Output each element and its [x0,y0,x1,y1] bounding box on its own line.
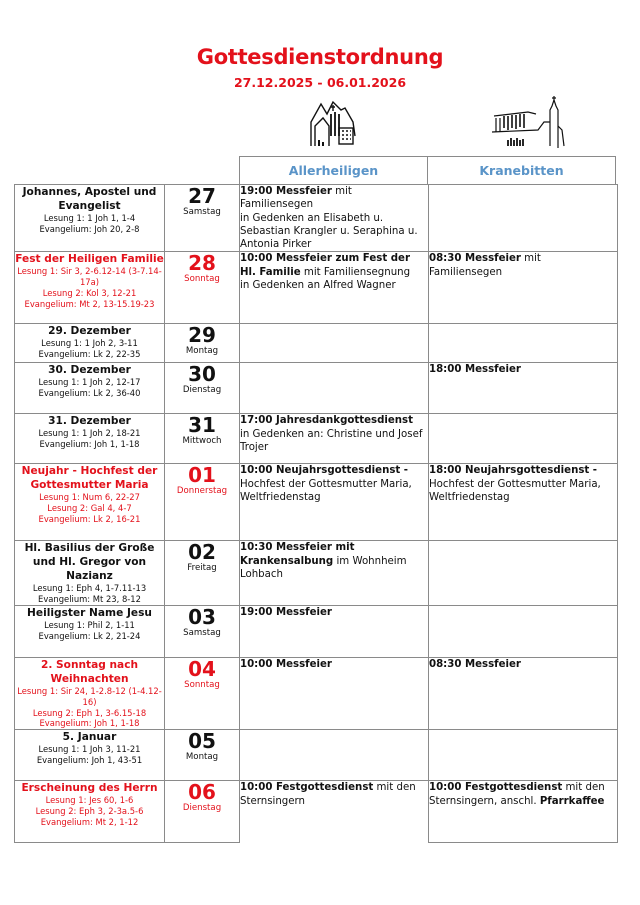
day-cell [165,324,240,363]
weekday: Dienstag [182,385,222,396]
schedule-row [15,781,618,843]
service-title: 08:30 Messfeier [429,659,521,671]
feast-name: Hl. Basilius der Große und Hl. Gregor von Nazianz [24,542,155,583]
reading-line: Lesung 2: Eph 1, 3-6.15-18 [32,707,147,718]
service-title: 10:30 Messfeier mit Krankensalbung [240,542,355,567]
column-header-allerheiligen: Allerheiligen [239,156,428,184]
service-allerheiligen [240,606,429,658]
feast-name: 30. Dezember [48,364,131,377]
feast-cell [15,464,165,541]
weekday: Sonntag [184,274,220,285]
day-cell [165,185,240,252]
reading-line: Lesung 1: Eph 4, 1-7.11-13 [32,583,147,594]
service-kranebitten [429,252,618,324]
reading-line: Lesung 1: Phil 2, 1-11 [44,620,135,631]
day-cell [165,781,240,843]
weekday: Mittwoch [182,436,222,447]
weekday: Donnerstag [176,486,228,497]
feast-name: Neujahr - Hochfest der Gottesmutter Maria [21,465,158,492]
service-detail: in Gedenken an Alfred Wagner [240,280,396,292]
service-title: 10:00 Messfeier [240,659,332,671]
feast-cell [15,781,165,843]
reading-line: Lesung 1: Jes 60, 1-6 [45,795,134,806]
service-kranebitten [429,363,618,414]
reading-line: Lesung 2: Eph 3, 2-3a.5-6 [35,806,144,817]
schedule-row [15,363,618,414]
service-detail: mit den Sternsingern [240,782,416,807]
reading-line: Evangelium: Lk 2, 16-21 [38,514,141,525]
reading-line: Evangelium: Joh 1, 43-51 [36,755,143,766]
service-allerheiligen [240,324,429,363]
service-detail: mit den Sternsingern, anschl. [429,782,605,807]
service-title: Pfarrkaffee [539,795,605,807]
reading-line: Evangelium: Joh 20, 2-8 [39,223,140,234]
church-kranebitten-icon [488,96,570,152]
day-number: 28 [188,251,216,276]
day-cell [165,730,240,781]
service-kranebitten [429,606,618,658]
feast-cell [15,363,165,414]
service-detail: in Gedenken an: Christine und Josef Trojer [240,428,423,454]
service-title: 08:30 Messfeier [429,253,521,265]
schedule-row [15,658,618,730]
service-title: 10:00 Neujahrsgottesdienst - [240,465,409,477]
day-cell [165,414,240,464]
service-kranebitten [429,730,618,781]
schedule-row [15,730,618,781]
day-number: 27 [188,184,216,208]
schedule-row [15,541,618,606]
service-detail: Hochfest der Gottesmutter Maria, Weltfriedenstag [240,478,412,504]
feast-name: Fest der Heiligen Familie [15,253,164,266]
reading-line: Lesung 1: 1 Joh 1, 1-4 [43,213,136,223]
service-kranebitten [429,414,618,464]
service-kranebitten [429,658,618,730]
weekday: Montag [185,752,219,763]
service-kranebitten [429,185,618,252]
service-title: 18:00 Messfeier [429,364,521,376]
day-number: 01 [188,463,216,488]
reading-line: Lesung 2: Gal 4, 4-7 [47,503,132,514]
service-allerheiligen [240,541,429,606]
feast-cell [15,658,165,730]
day-cell [165,464,240,541]
reading-line: Evangelium: Mt 23, 8-12 [38,594,141,605]
service-allerheiligen [240,781,429,843]
reading-line: Evangelium: Joh 1, 1-18 [39,439,140,450]
service-title: 19:00 Messfeier [240,607,332,619]
service-detail: mit Familiensegen [429,253,541,278]
reading-line: Lesung 1: 1 Joh 3, 11-21 [38,744,141,755]
service-title: 19:00 Messfeier [240,186,332,197]
feast-cell [15,185,165,252]
schedule-row [15,464,618,541]
service-detail: mit Familiensegnung [300,266,411,278]
service-detail: in Gedenken an Elisabeth u. Sebastian Krangler u. Seraphina u. Antonia Pirker [240,212,418,251]
reading-line: Lesung 1: 1 Joh 2, 18-21 [38,428,141,439]
day-cell [165,541,240,606]
day-number: 03 [188,605,216,630]
service-kranebitten [429,464,618,541]
reading-line: Lesung 1: 1 Joh 2, 3-11 [41,338,138,349]
date-range: 27.12.2025 - 06.01.2026 [233,75,407,90]
service-detail: mit Familiensegen [240,186,352,211]
day-cell [165,252,240,324]
schedule-row [15,414,618,464]
day-number: 05 [188,729,216,754]
feast-cell [15,324,165,363]
service-detail: Hochfest der Gottesmutter Maria, Weltfriedenstag [429,478,601,504]
feast-cell [15,414,165,464]
reading-line: Lesung 1: 1 Joh 2, 12-17 [38,377,141,388]
feast-name: 31. Dezember [48,415,131,428]
feast-cell [15,606,165,658]
weekday: Montag [185,346,219,357]
feast-name: Erscheinung des Herrn [21,782,158,795]
service-allerheiligen [240,658,429,730]
schedule-row [15,606,618,658]
schedule-row [15,252,618,324]
service-allerheiligen [240,252,429,324]
day-number: 29 [188,323,216,348]
reading-line: Lesung 2: Kol 3, 12-21 [42,288,137,299]
reading-line: Lesung 1: Num 6, 22-27 [39,492,140,503]
service-kranebitten [429,541,618,606]
feast-cell [15,730,165,781]
day-number: 04 [188,657,216,682]
weekday: Samstag [183,207,221,217]
feast-name: Heiligster Name Jesu [27,607,152,620]
reading-line: Lesung 1: Sir 3, 2-6.12-14 (3-7.14-17a) [17,266,162,288]
service-title: 10:00 Festgottesdienst [240,782,374,794]
feast-name: 29. Dezember [48,325,131,338]
schedule-row [15,324,618,363]
service-kranebitten [429,324,618,363]
church-allerheiligen-icon [305,96,361,152]
day-number: 02 [188,540,216,565]
reading-line: Evangelium: Lk 2, 22-35 [38,349,141,360]
service-detail: im Wohnheim Lohbach [240,555,407,581]
service-allerheiligen [240,185,429,252]
service-title: 18:00 Neujahrsgottesdienst - [429,465,598,477]
day-cell [165,606,240,658]
service-title: 17:00 Jahresdankgottesdienst [240,415,413,427]
feast-name: 5. Januar [62,731,117,744]
day-cell [165,363,240,414]
reading-line: Evangelium: Lk 2, 36-40 [38,388,141,399]
weekday: Sonntag [184,680,220,691]
weekday: Dienstag [182,803,222,814]
feast-name: Johannes, Apostel und Evangelist [22,186,157,212]
service-allerheiligen [240,363,429,414]
day-cell [165,658,240,730]
feast-cell [15,252,165,324]
reading-line: Lesung 1: Sir 24, 1-2.8-12 (1-4.12-16) [17,686,162,707]
service-title: 10:00 Messfeier zum Fest der Hl. Familie [240,253,410,278]
feast-cell [15,541,165,606]
schedule-row [15,185,618,252]
service-schedule-table [14,184,618,843]
reading-line: Evangelium: Joh 1, 1-18 [39,718,140,729]
day-number: 31 [188,413,216,438]
weekday: Freitag [187,563,217,574]
day-number: 06 [188,780,216,805]
service-kranebitten [429,781,618,843]
day-number: 30 [188,362,216,387]
reading-line: Evangelium: Mt 2, 1-12 [40,816,139,827]
service-allerheiligen [240,414,429,464]
page-title: Gottesdienstordnung [196,45,444,69]
reading-line: Evangelium: Lk 2, 21-24 [38,630,141,641]
service-allerheiligen [240,464,429,541]
weekday: Samstag [183,628,221,639]
column-header-kranebitten: Kranebitten [427,156,616,184]
service-title: 10:00 Festgottesdienst [429,782,563,794]
service-allerheiligen [240,730,429,781]
reading-line: Evangelium: Mt 2, 13-15.19-23 [24,298,155,309]
feast-name: 2. Sonntag nach Weihnachten [40,659,139,686]
